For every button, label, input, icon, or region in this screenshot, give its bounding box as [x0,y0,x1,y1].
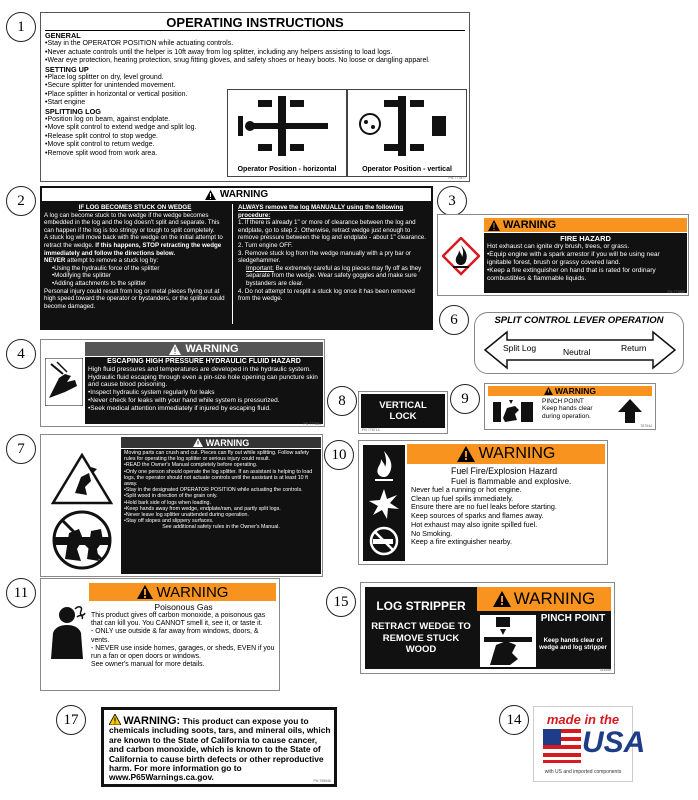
decal-vertical-lock [358,391,448,434]
moving-item: •Never leave log splitter unattended during operation. [124,512,249,519]
warning-label: WARNING [554,386,597,396]
vertical-lock-plate [361,394,445,428]
item-number-3: 3 [437,186,467,216]
important-label: Important: [246,264,274,272]
pinch-text [542,398,602,420]
log-stripper-title: LOG STRIPPER [376,599,466,613]
left-never [44,257,226,265]
left-p2a: A stuck log will move back with the wedge on the initial attempt to retract the wedge. [44,234,223,249]
hydraulic-paragraph: High fluid pressures and temperatures are developed in the hydraulic system. Hydraulic fluid escaping through even a pin-size hole opening can puncture skin and cause blood poisoning. [88,365,318,389]
pinch-text: Keep hands clear of wedge and log stripper [539,637,607,652]
decal-title: OPERATING INSTRUCTIONS [166,15,344,30]
made-in-the-text: made in the [546,712,620,727]
fire-hazard-text [484,233,687,293]
right-step: 1. If there is already 1" or more of clearance between the log and endplate, go to step 2. Otherwise, retract wedge just enough to remove pressure between the log and endplate - about 1" clearance. [238,219,426,242]
part-number: PN 778714 [362,428,380,432]
decal-fire-hazard [437,214,689,296]
item-number-1: 1 [6,12,36,42]
right-step: 2. Turn engine OFF. [238,241,293,249]
pinch-point-panel [477,587,611,669]
part-number: 783456 [599,668,611,672]
moving-parts-text [121,449,321,574]
warning-triangle-icon [193,438,203,447]
decal-hydraulic-fluid [40,339,325,427]
hydraulic-text [85,357,323,424]
item-number-14: 14 [499,705,529,735]
fuel-hazard-icons [363,445,405,561]
moving-item: •Keep hands away from wedge, endplate/ram, and partly split logs. [124,505,281,512]
warning-triangle-icon [493,591,511,607]
general-heading: GENERAL [45,31,81,40]
moving-item: Moving parts can crush and cut. Pieces can fly out while splitting. Follow safety rules for operating the log splitter or serious injury could result. [124,450,309,463]
warning-header [85,342,323,356]
left-item: •Adding attachments to the splitter [52,279,146,287]
never-rest: attempt to remove a stuck log by: [65,257,159,265]
item-number-6: 6 [439,305,469,335]
decal-stuck-log-warning [40,186,433,330]
moving-item: •Split wood in direction of the grain only. [124,493,218,500]
lever-title: SPLIT CONTROL LEVER OPERATION [494,315,664,326]
hands-prohibited-icon [51,509,113,571]
made-in-usa-subtitle: with US and imported components [544,769,622,775]
hand-injection-icon [45,358,83,406]
gas-footer: See owner's manual for more details. [91,661,205,669]
item-number-7: 7 [6,434,36,464]
general-line: •Wear eye protection, hearing protection, snug fitting gloves, and safety shoes or heavy boots. No loose or dangling apparel. [45,57,430,65]
never-label: NEVER [44,257,66,265]
left-title: IF LOG BECOMES STUCK ON WEDGE [78,204,192,211]
item-number-4: 4 [6,339,36,369]
item-number-10: 10 [324,440,354,470]
pinch-title: PINCH POINT [540,613,606,624]
fire-item: •Equip engine with a spark arrestor if you will be using near ignitable forest, brush or grassy covered land. [487,251,660,266]
gas-text [91,602,276,669]
decal-made-in-usa [533,706,646,782]
splitting-line: •Move split control to return wedge. [45,141,155,149]
log-stripper-text: RETRACT WEDGE TO REMOVE STUCK WOOD [371,621,471,655]
warning-label: WARNING [219,189,269,200]
part-number: PN 777877 [448,176,466,180]
hydraulic-item: •Seek medical attention immediately if injured by escaping fluid. [88,404,271,412]
hydraulic-item: •Inspect hydraulic system regularly for leaks [88,389,215,397]
fire-subtitle: FIRE HAZARD [560,234,611,243]
setup-line: •Place log splitter on dry, level ground. [45,74,164,82]
left-p2b: If this happens, STOP retracting the wedge immediately and follow the directions below. [44,241,222,257]
setup-line: •Place splitter in horizontal or vertical position. [45,90,188,98]
warning-triangle-icon [457,446,475,462]
poison-gas-person-icon [47,603,87,659]
gas-item: - NEVER use inside homes, garages, or sheds, EVEN if you run a fan or open doors or windows. [91,644,275,661]
moving-item: •Hold bark side of logs when loading. [124,499,211,506]
decal-pinch-point [484,383,656,430]
part-number: PN 777881 [303,422,321,426]
operator-vertical-icon [348,90,466,160]
part-number: 787944 [640,424,652,428]
warning-triangle-icon [544,387,553,395]
fuel-title: Fuel Fire/Explosion Hazard [451,466,558,476]
split-log-label: Split Log [503,343,537,353]
item-number-2: 2 [6,186,36,216]
warning-header [42,188,431,201]
divider [45,30,465,31]
hand-crush-icon [491,398,537,425]
operator-horizontal-panel [227,89,347,177]
fuel-item: Clean up fuel spills immediately. [411,493,514,503]
operator-vertical-panel [347,89,467,177]
moving-item: •Only one person should operate the log splitter. If an assistant is helping to load logs, the operator should not actuate controls until the assistant is at least 10 ft away. [124,468,313,488]
explosion-icon [369,489,399,519]
fuel-item: Keep sources of sparks and flames away. [411,511,544,521]
decal-log-stripper [360,582,615,674]
fuel-icon-strip [363,445,405,561]
log-stripper-panel [365,587,477,669]
warning-triangle-icon [137,585,153,599]
neutral-label: Neutral [563,347,591,357]
prop65-text [109,714,331,783]
part-number: PN 798546 [313,779,331,783]
pinch-title: PINCH POINT [542,398,584,405]
flying-debris-icon [51,453,113,505]
vertical-lock-line2: LOCK [389,411,417,422]
warning-header [89,583,276,601]
part-number: PN 777880 [667,290,685,294]
return-label: Return [621,343,647,353]
important-note [238,265,428,288]
general-line: •Stay in the OPERATOR POSITION while actuating controls. [45,40,234,48]
fuel-subtitle: Fuel is flammable and explosive. [451,476,572,486]
us-flag-icon [543,729,581,763]
splitting-line: •Position log on beam, against endplate. [45,116,171,124]
moving-item: •READ the Owner's Manual completely before operating. [124,462,258,469]
item-number-15: 15 [326,587,356,617]
warning-label: WARNING [205,437,250,448]
moving-item: •Stay off slopes and slippery surfaces. [124,518,214,525]
fuel-item: No Smoking. [411,528,453,538]
warning-label: WARNING [156,583,229,601]
fuel-text [411,466,606,547]
hand-pinch-icon [480,615,536,667]
moving-footer: See additional safety rules in the Owner's Manual. [162,524,280,531]
prop65-warning-label: WARNING: [123,715,181,727]
setup-line: •Secure splitter for unintended movement. [45,82,176,90]
right-step: 4. Do not attempt to resplit a stuck log once it has been removed from the wedge. [238,287,415,303]
fuel-item: Ensure there are no fuel leaks before starting. [411,502,557,512]
stuck-log-left-column [44,204,226,310]
splitting-line: •Remove split wood from work area. [45,149,158,157]
decal-fuel-fire [358,440,608,565]
warning-label: WARNING [513,589,596,608]
left-paragraph-2 [44,234,226,257]
splitting-line: •Release split control to stop wedge. [45,132,158,140]
fuel-item: Never fuel a running or hot engine. [411,485,522,494]
item-number-17: 17 [56,705,86,735]
item-number-11: 11 [6,578,36,608]
column-divider [232,204,233,324]
gas-title: Poisonous Gas [154,602,213,612]
warning-label: WARNING [503,219,557,231]
pinch-body: Keep hands clear during operation. [542,405,593,420]
hydraulic-title: ESCAPING HIGH PRESSURE HYDRAULIC FLUID HAZARD [107,358,301,365]
warning-triangle-icon [205,190,216,200]
left-end: Personal injury could result from log or metal pieces flying out at high speed toward the operator or bystanders, or the splitter could become damaged. [44,287,225,310]
vertical-lock-line1: VERTICAL [379,400,427,411]
item-number-9: 9 [450,384,480,414]
decal-prop65-warning [101,707,337,787]
fuel-item: Keep a fire extinguisher nearby. [411,537,512,547]
fire-line: Hot exhaust can ignite dry brush, trees, or grass. [487,243,630,250]
warning-triangle-icon [169,344,181,355]
usa-text: USA [582,726,646,759]
splitting-heading: SPLITTING LOG [45,106,101,116]
stuck-log-right-column [238,204,428,303]
flame-icon [377,451,391,477]
fire-item: •Keep a fire extinguisher on hand that is rated for ordinary combustibles & flammable liquids. [487,267,656,282]
warning-label: WARNING [185,343,239,355]
warning-triangle-icon [109,714,121,725]
warning-header [488,386,652,396]
fire-icon [442,237,480,277]
up-arrow-icon [617,398,643,424]
moving-item: •Stay in the designated OPERATOR POSITION while actuating the controls. [124,487,303,494]
splitting-line: •Move split control to extend wedge and split log. [45,124,197,132]
caption-vertical: Operator Position - vertical [362,166,452,173]
decal-split-control-lever [474,312,684,374]
right-step: 3. Remove stuck log from the wedge manually with a pry bar or sledgehammer. [238,249,411,265]
warning-label: WARNING [478,445,556,462]
warning-header [484,218,687,232]
warning-triangle-icon [488,220,500,231]
fuel-item: Hot exhaust may also ignite spilled fuel. [411,519,538,529]
left-item: •Using the hydraulic force of the splitter [52,264,160,272]
hydraulic-item: •Never check for leaks with your hand while system is pressurized. [88,396,280,404]
prop65-body: This product can expose you to chemicals including soots, tars, and mineral oils, which are known to the State of California to cause cancer, and carbon monoxide, which is known to the State of California to cause birth defects or other reproductive harm. For more information go to www.P65Warnings.ca.gov. [109,716,331,783]
right-title: ALWAYS remove the log MANUALLY using the following procedure: [238,204,404,219]
warning-header [477,587,611,611]
decal-operating-instructions [40,12,470,182]
important-text: Be extremely careful as log pieces may fly off as they separate from the wedge. Wear safety goggles and make sure bystanders are clear. [246,264,422,287]
operator-horizontal-icon [228,90,346,160]
warning-header [121,437,321,448]
decal-poisonous-gas [40,578,280,691]
left-item: •Modifying the splitter [52,272,111,280]
setup-heading: SETTING UP [45,64,89,74]
general-line: •Never actuate controls until the helper is 10ft away from log splitter, including any helpers assisting to load logs. [45,48,393,56]
gas-item: - ONLY use outside & far away from windows, doors, & vents. [91,628,259,644]
item-number-8: 8 [327,386,357,416]
caption-horizontal: Operator Position - horizontal [237,166,337,173]
decal-moving-parts [40,434,323,577]
gas-paragraph: This product gives off carbon monoxide, a poisonous gas that can kill you. You CANNOT smell it, see it, or taste it. [91,612,266,628]
left-paragraph: A log can become stuck to the wedge if the wedge becomes embedded in the log and the log doesn't split and separate. This can happen if the log is too stringy or tough to split completely. [44,211,220,234]
warning-header [407,444,605,464]
setup-line: •Start engine [45,99,86,107]
